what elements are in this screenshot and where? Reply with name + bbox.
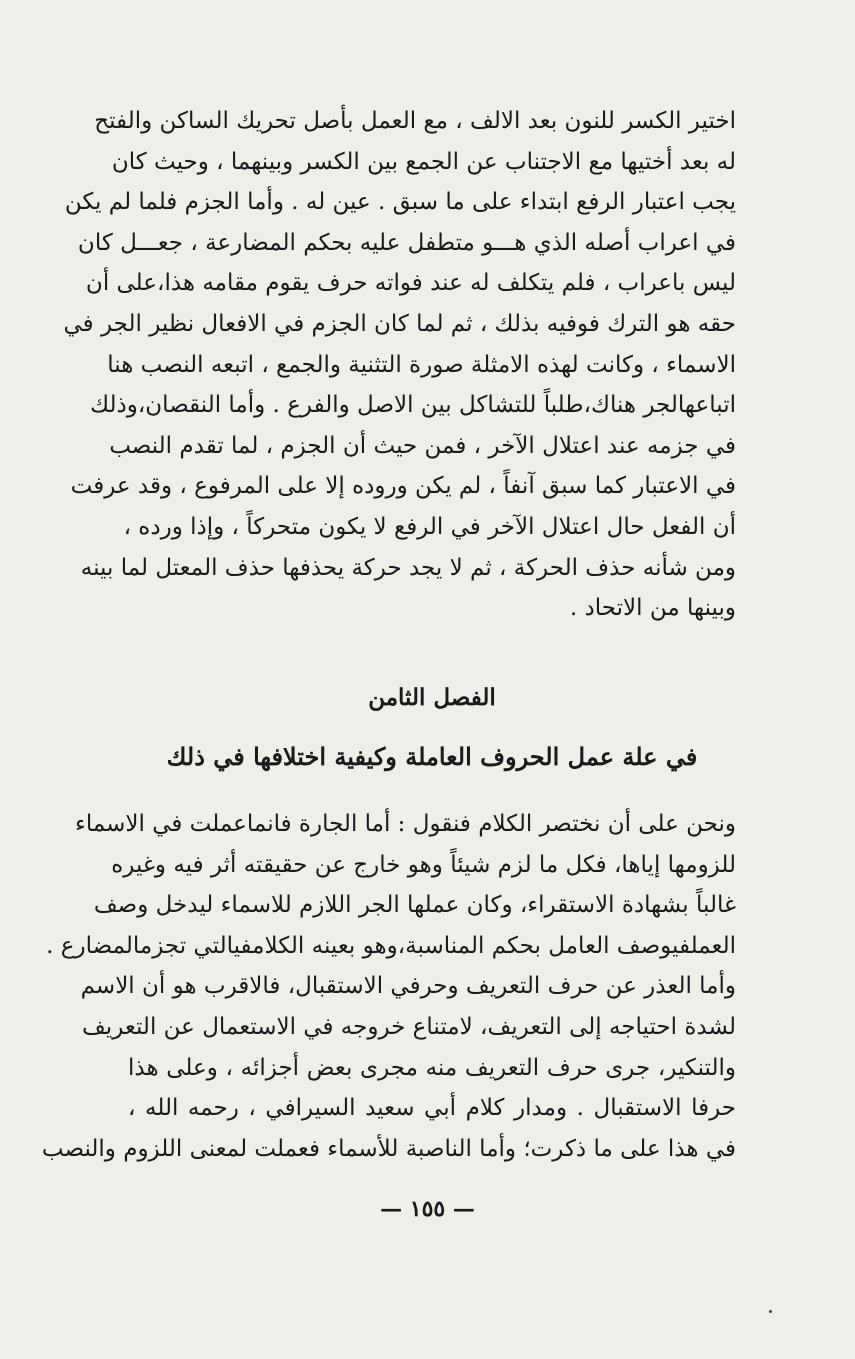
text-line: وبينها من الاتحاد . — [569, 595, 736, 622]
ink-speck — [769, 1310, 772, 1313]
text-line: ومن شأنه حذف الحركة ، ثم لا يجد حركة يحذفها حذف المعتل لما بينه — [80, 554, 736, 581]
text-line: وأما العذر عن حرف التعريف وحرفي الاستقبال، فالاقرب هو أن الاسم — [80, 973, 736, 1000]
text-line: في هذا على ما ذكرت؛ وأما الناصبة للأسماء فعملت لمعنى اللزوم والنصب — [41, 1135, 736, 1162]
text-line: في اعراب أصله الذي هـــو متطفل عليه بحكم المضارعة ، جعـــل كان — [77, 229, 736, 256]
text-line: حرفا الاستقبال . ومدار كلام أبي سعيد السيرافي ، رحمه الله ، — [128, 1095, 736, 1122]
text-line: لشدة احتياجه إلى التعريف، لامتناع خروجه في الاستعمال عن التعريف — [82, 1013, 736, 1040]
text-line: والتنكير، جرى حرف التعريف منه مجرى بعض أجزائه ، وعلى هذا — [128, 1054, 736, 1081]
text-line: غالباً بشهادة الاستقراء، وكان عملها الجر اللازم للاسماء ليدخل وصف — [93, 892, 736, 919]
page-number: — ١٥٥ — — [380, 1196, 475, 1222]
text-line: له بعد أختيها مع الاجتناب عن الجمع بين الكسر وبينهما ، وحيث كان — [111, 148, 736, 175]
text-line: يجب اعتبار الرفع ابتداء على ما سبق . عين له . وأما الجزم فلما لم يكن — [64, 189, 736, 216]
text-line: اختير الكسر للنون بعد الالف ، مع العمل بأصل تحريك الساكن والفتح — [94, 108, 736, 134]
text-line: أن الفعل حال اعتلال الآخر في الرفع لا يكون متحركاً ، وإذا ورده ، — [123, 513, 736, 540]
text-line: للزومها إياها، فكل ما لزم شيئاً وهو خارج عن حقيقته أثر فيه وغيره — [111, 851, 736, 878]
text-line: في جزمه عند اعتلال الآخر ، فمن حيث أن الجزم ، لما تقدم النصب — [109, 432, 736, 459]
text-line: في الاعتبار كما سبق آنفاً ، لم يكن وروده إلا على المرفوع ، وقد عرفت — [70, 473, 736, 500]
text-line: حقه هو الترك فوفيه بذلك ، ثم لما كان الجزم في الافعال نظير الجر في — [63, 310, 736, 337]
text-line: اتباعهالجر هناك،طلباً للتشاكل بين الاصل والفرع . وأما النقصان،وذلك — [90, 392, 736, 419]
chapter-subtitle: في علة عمل الحروف العاملة وكيفية اختلافها في ذلك — [166, 742, 698, 771]
text-line: ليس باعراب ، فلم يتكلف له عند فواته حرف يقوم مقامه هذا،على أن — [85, 270, 736, 297]
paragraph-1 — [63, 101, 736, 629]
text-line: العملفيوصف العامل بحكم المناسبة،وهو بعينه الكلامفيالتي تجزمالمضارع . — [46, 932, 736, 959]
chapter-title: الفصل الثامن — [368, 684, 496, 711]
text-line: ونحن على أن نختصر الكلام فنقول : أما الجارة فانماعملت في الاسماء — [75, 811, 736, 837]
paragraph-2 — [41, 804, 736, 1169]
text-line: الاسماء ، وكانت لهذه الامثلة صورة التثنية والجمع ، اتبعه النصب هنا — [107, 351, 736, 378]
